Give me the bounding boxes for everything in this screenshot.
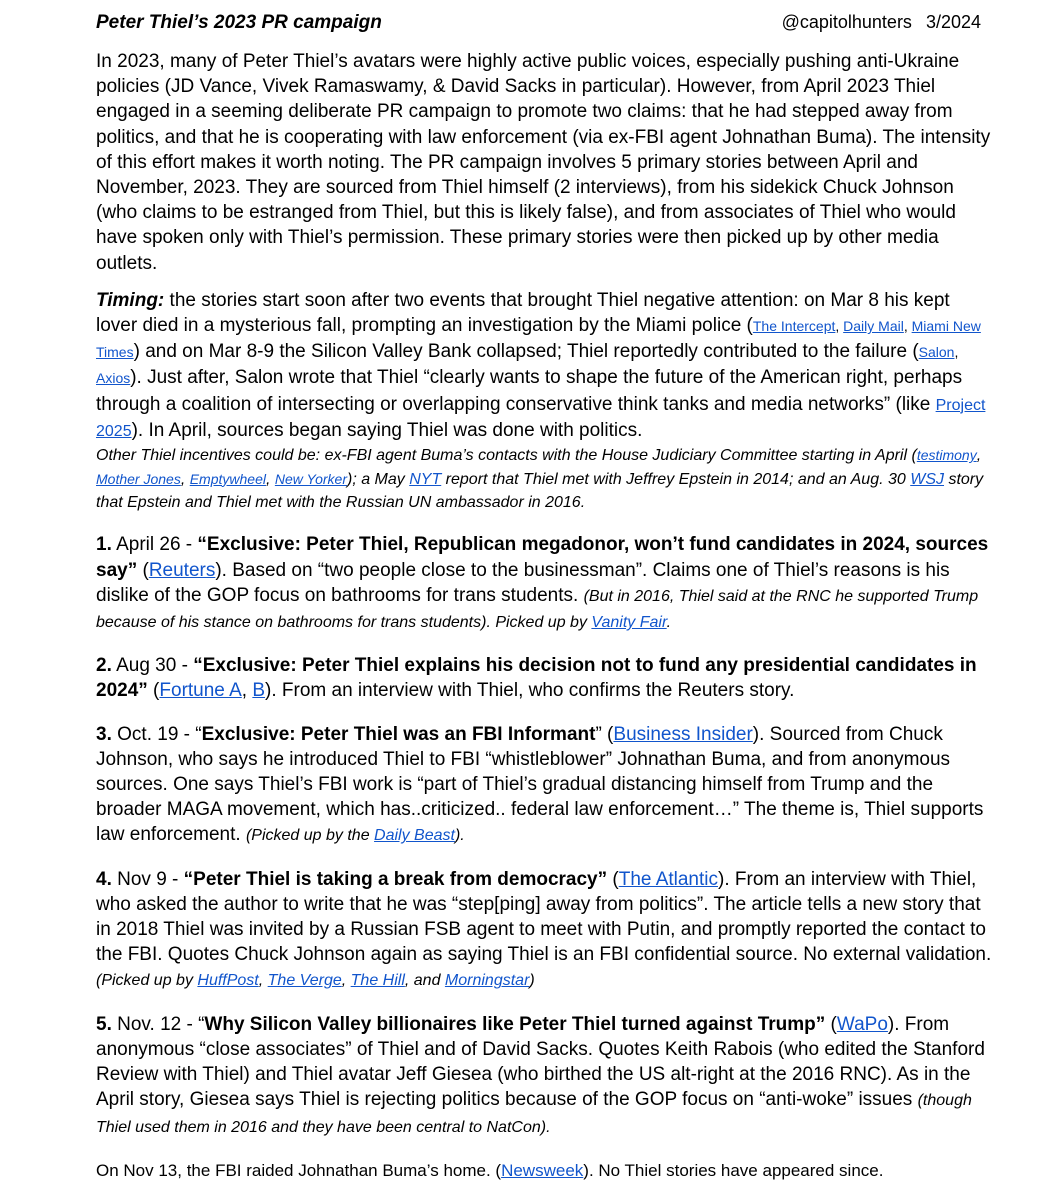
story-item-3 [96, 722, 995, 849]
link-emptywheel[interactable]: Emptywheel [189, 470, 266, 487]
item-date: Nov. 12 - “ [111, 1013, 205, 1035]
incentives-text: report that Thiel met with Jeffrey Epstein in 2014; and an Aug. 30 [441, 470, 911, 488]
sep: ( [137, 559, 149, 581]
link-the-atlantic[interactable]: The Atlantic [618, 868, 718, 890]
sep: ( [825, 1013, 837, 1035]
item-headline: “Peter Thiel is taking a break from democracy” [183, 868, 608, 890]
link-daily-beast[interactable]: Daily Beast [374, 827, 455, 845]
timing-text: ). In April, sources began saying Thiel was done with politics. [131, 419, 643, 441]
link-the-hill[interactable]: The Hill [350, 972, 405, 990]
item-body: ). From an interview with Thiel, who confirms the Reuters story. [265, 680, 795, 702]
sep: ” ( [595, 723, 614, 745]
link-new-yorker[interactable]: New Yorker [274, 470, 347, 487]
link-reuters[interactable]: Reuters [148, 559, 216, 581]
item-number: 2. [96, 655, 112, 677]
timing-label: Timing: [96, 289, 165, 311]
sep: , [835, 318, 844, 335]
intro-paragraph: In 2023, many of Peter Thiel’s avatars were highly active public voices, especially pushing anti-Ukraine policies (JD Vance, Vivek Ramaswamy, & David Sacks in particular). However, from April 2023 Thiel engaged in a seeming deliberate PR campaign to promote two claims: that he had stepped away from politics, and that he is cooperating with law enforcement (via ex-FBI agent Johnathan Buma). The intensity of this effort makes it worth noting. The PR campaign involves 5 primary stories between April and November, 2023. They are sourced from Thiel himself (2 interviews), from his sidekick Chuck Johnson (who claims to be estranged from Thiel, but this is likely false), and from associates of Thiel who would have spoken only with Thiel’s permission. These primary stories were then picked up by other media outlets. [96, 51, 991, 274]
timing-paragraph [96, 288, 995, 444]
sep: ). [454, 827, 465, 845]
link-vanity-fair[interactable]: Vanity Fair [591, 614, 667, 632]
link-fortune-b[interactable]: B [252, 680, 266, 702]
link-business-insider[interactable]: Business Insider [613, 723, 753, 745]
item-number: 3. [96, 723, 112, 745]
item-headline: “Exclusive: Peter Thiel explains his decision not to fund any presidential candidates in 2024” [96, 655, 977, 702]
footer-note [96, 1158, 995, 1183]
item-body: ). Based on “two people close to the businessman”. Claims one of Thiel’s reasons is his dislike of the GOP focus on bathrooms for trans students. [96, 559, 950, 606]
story-item-1 [96, 532, 995, 635]
link-salon[interactable]: Salon [918, 344, 955, 361]
link-mother-jones[interactable]: Mother Jones [96, 470, 181, 487]
link-the-intercept[interactable]: The Intercept [752, 318, 836, 335]
item-note: (Picked up by the [245, 827, 375, 845]
link-morningstar[interactable]: Morningstar [444, 972, 530, 990]
link-nyt[interactable]: NYT [409, 470, 442, 488]
item-date: Nov 9 - [111, 868, 184, 890]
handle-text: @capitolhunters [781, 12, 912, 32]
link-fortune-a[interactable]: Fortune A [159, 680, 242, 702]
item-note: (But in 2016, Thiel said at the RNC he supported Trump because of his stance on bathrooms for trans students). Picked up by [96, 587, 979, 632]
sep: , [341, 972, 351, 990]
sep: , and [404, 972, 445, 990]
item-number: 4. [96, 868, 112, 890]
incentives-text: Other Thiel incentives could be: ex-FBI agent Buma’s contacts with the House Judiciary Committee starting in April ( [96, 447, 917, 465]
incentives-text: ); a May [346, 470, 410, 488]
link-axios[interactable]: Axios [96, 370, 131, 387]
item-headline: “Exclusive: Peter Thiel, Republican megadonor, won’t fund candidates in 2024, sources say” [96, 534, 989, 581]
link-wapo[interactable]: WaPo [836, 1013, 888, 1035]
document-title: Peter Thiel’s 2023 PR campaign [96, 12, 382, 33]
item-date: Oct. 19 - “ [111, 723, 202, 745]
footer-text: ). No Thiel stories have appeared since. [583, 1160, 884, 1180]
sep: , [265, 470, 275, 488]
sep: , [241, 680, 253, 702]
item-note: (though Thiel used them in 2016 and they have been central to NatCon). [96, 1092, 972, 1136]
link-wsj[interactable]: WSJ [910, 470, 945, 488]
item-note: (Picked up by [96, 972, 198, 990]
item-headline: Why Silicon Valley billionaires like Peter Thiel turned against Trump” [204, 1013, 826, 1035]
item-number: 1. [96, 534, 112, 556]
timing-text: the stories start soon after two events that brought Thiel negative attention: on Mar 8 his kept lover died in a mysterious fall, prompting an investigation by the Miami police ( [96, 289, 950, 337]
story-item-5 [96, 1012, 995, 1140]
story-item-4 [96, 867, 995, 994]
story-item-2 [96, 653, 995, 703]
document-header [96, 8, 995, 40]
link-daily-mail[interactable]: Daily Mail [843, 318, 904, 335]
link-testimony[interactable]: testimony [916, 447, 977, 464]
link-the-verge[interactable]: The Verge [267, 972, 342, 990]
sep: ) [529, 972, 535, 990]
sep: ( [607, 868, 619, 890]
link-newsweek[interactable]: Newsweek [501, 1160, 584, 1180]
document-date: 3/2024 [925, 12, 981, 32]
item-body: ). Sourced from Chuck Johnson, who says he introduced Thiel to FBI “whistleblower” Johnathan Buma, and from anonymous sources. One says Thiel’s FBI work is “part of Thiel’s gradual distancing himself from Trump and the broader MAGA movement, which has..criticized.. federal law enforcement…” The theme is, Thiel supports law enforcement. [96, 723, 984, 846]
item-body: ). From an interview with Thiel, who asked the author to write that he was “step[ping] away from politics”. The article tells a new story that in 2018 Thiel was invited by a Russian FSB agent to meet with Putin, and promptly reported the contact to the FBI. Quotes Chuck Johnson again as saying Thiel is an FBI confidential source. No external validation. [96, 868, 992, 966]
footer-text: On Nov 13, the FBI raided Johnathan Buma’s home. ( [96, 1160, 502, 1180]
incentives-text: story that Epstein and Thiel met with the Russian UN ambassador in 2016. [96, 470, 984, 511]
sep: . [666, 614, 672, 632]
timing-section [96, 288, 995, 515]
sep: , [903, 318, 912, 335]
item-headline: Exclusive: Peter Thiel was an FBI Informant [201, 723, 596, 745]
timing-text: ). Just after, Salon wrote that Thiel “clearly wants to shape the future of the American right, perhaps through a coalition of intersecting or overlapping conservative think tanks and media networks” (like [96, 367, 963, 415]
sep: , [976, 447, 982, 465]
timing-text: ) and on Mar 8-9 the Silicon Valley Bank collapsed; Thiel reportedly contributed to the failure ( [133, 341, 919, 363]
item-date: April 26 - [111, 534, 198, 556]
link-project-2025[interactable]: Project 2025 [96, 396, 986, 440]
author-handle [782, 12, 981, 33]
item-body: ). From anonymous “close associates” of Thiel and of David Sacks. Quotes Keith Rabois (who edited the Stanford Review with Thiel) and Thiel avatar Jeff Giesea (who birthed the US alt-right at the 2016 RNC). As in the April story, Giesea says Thiel is rejecting politics because of the GOP focus on “anti-woke” issues [96, 1013, 985, 1111]
item-date: Aug 30 - [111, 655, 194, 677]
link-huffpost[interactable]: HuffPost [197, 972, 259, 990]
link-miami-new-times[interactable]: Miami New Times [96, 318, 981, 361]
item-number: 5. [96, 1013, 112, 1035]
sep: , [954, 344, 959, 361]
sep: , [180, 470, 190, 488]
incentives-paragraph [96, 444, 995, 514]
sep: , [258, 972, 268, 990]
sep: ( [147, 680, 160, 702]
